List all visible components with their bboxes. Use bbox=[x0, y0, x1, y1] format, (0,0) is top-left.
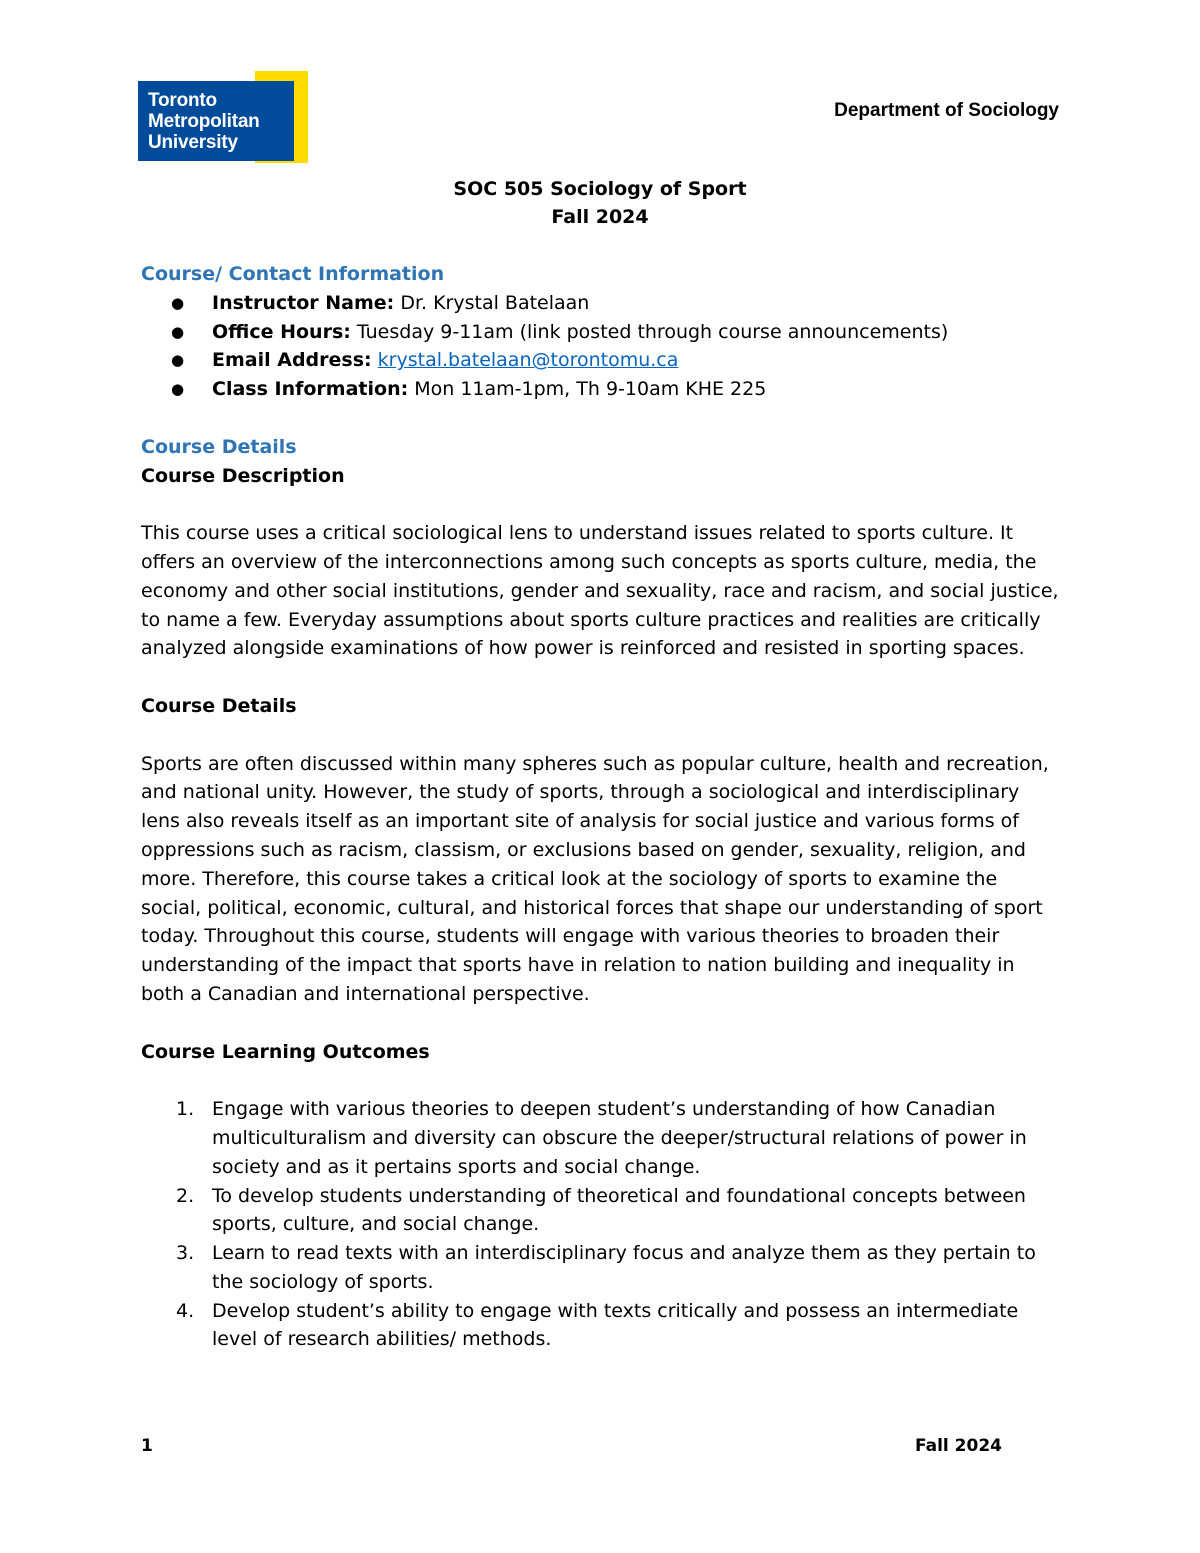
office-hours-label: Office Hours: bbox=[212, 320, 351, 343]
class-info-label: Class Information: bbox=[212, 378, 409, 401]
outcome-text: Engage with various theories to deepen student’s understanding of how Canadian multiculturalism and diversity can obscure the deeper/structural relations of power in society and as it pertains sports and social change. bbox=[212, 1098, 1027, 1178]
course-title: SOC 505 Sociology of Sport bbox=[453, 178, 747, 200]
class-info-value: Mon 11am-1pm, Th 9-10am KHE 225 bbox=[408, 378, 767, 401]
course-term: Fall 2024 bbox=[551, 206, 649, 228]
outcomes-heading: Course Learning Outcomes bbox=[141, 1040, 430, 1063]
outcome-number: 2. bbox=[176, 1184, 195, 1207]
logo-line-1: Toronto bbox=[148, 90, 217, 111]
outcomes-list bbox=[141, 1095, 1061, 1354]
outcome-item bbox=[141, 1182, 1061, 1240]
department-name: Department of Sociology bbox=[834, 100, 1059, 121]
outcome-text: To develop students understanding of theoretical and foundational concepts between sports, culture, and social change. bbox=[212, 1184, 1026, 1236]
logo-line-3: University bbox=[148, 132, 238, 153]
instructor-label: Instructor Name: bbox=[212, 291, 395, 314]
outcome-item bbox=[141, 1297, 1061, 1355]
course-details-subheading: Course Details bbox=[141, 694, 297, 717]
university-logo bbox=[138, 71, 308, 163]
description-text: This course uses a critical sociological lens to understand issues related to sports culture. It offers an overview of the interconnections among such concepts as sports culture, media, the economy and other social institutions, gender and sexuality, race and racism, and social justice, to name a few. Everyday assumptions about sports culture practices and realities are critically analyzed alongside examinations of how power is reinforced and resisted in sporting spaces. bbox=[141, 522, 1059, 660]
instructor-item bbox=[141, 289, 1061, 318]
instructor-value: Dr. Krystal Batelaan bbox=[394, 291, 590, 314]
email-label: Email Address: bbox=[212, 349, 372, 372]
logo-line-2: Metropolitan bbox=[148, 111, 260, 132]
details-heading: Course Details bbox=[141, 435, 297, 458]
course-details-text: Sports are often discussed within many spheres such as popular culture, health and recreation, and national unity. However, the study of sports, through a sociological and interdisciplinary lens also reveals itself as an important site of analysis for social justice and various forms of oppressions such as racism, classism, or exclusions based on gender, sexuality, religion, and more. Therefore, this course takes a critical look at the sociology of sports to examine the social, political, economic, cultural, and historical forces that shape our understanding of sport today. Throughout this course, students will engage with various theories to broaden their understanding of the impact that sports have in relation to nation building and inequality in both a Canadian and international perspective. bbox=[141, 752, 1049, 1005]
office-hours-item bbox=[141, 318, 1061, 347]
office-hours-value: Tuesday 9-11am (link posted through course announcements) bbox=[350, 320, 949, 343]
email-link[interactable]: krystal.batelaan@torontomu.ca bbox=[377, 349, 679, 372]
contact-heading: Course/ Contact Information bbox=[141, 263, 445, 285]
outcome-number: 3. bbox=[176, 1242, 195, 1265]
outcome-item bbox=[141, 1095, 1061, 1181]
outcome-item bbox=[141, 1239, 1061, 1297]
description-heading: Course Description bbox=[141, 464, 345, 487]
outcome-text: Develop student’s ability to engage with texts critically and possess an intermediate level of research abilities/ methods. bbox=[212, 1299, 1019, 1351]
course-title-block bbox=[0, 175, 1200, 231]
outcome-text: Learn to read texts with an interdisciplinary focus and analyze them as they pertain to the sociology of sports. bbox=[212, 1242, 1036, 1293]
logo-wordmark bbox=[148, 90, 260, 153]
outcome-number: 4. bbox=[176, 1299, 195, 1322]
page-number: 1 bbox=[141, 1436, 153, 1456]
email-item bbox=[141, 346, 1061, 375]
footer-term: Fall 2024 bbox=[915, 1436, 1002, 1456]
syllabus-content bbox=[141, 260, 1061, 1354]
class-info-item bbox=[141, 375, 1061, 404]
outcome-number: 1. bbox=[176, 1098, 195, 1121]
contact-list bbox=[141, 289, 1061, 404]
